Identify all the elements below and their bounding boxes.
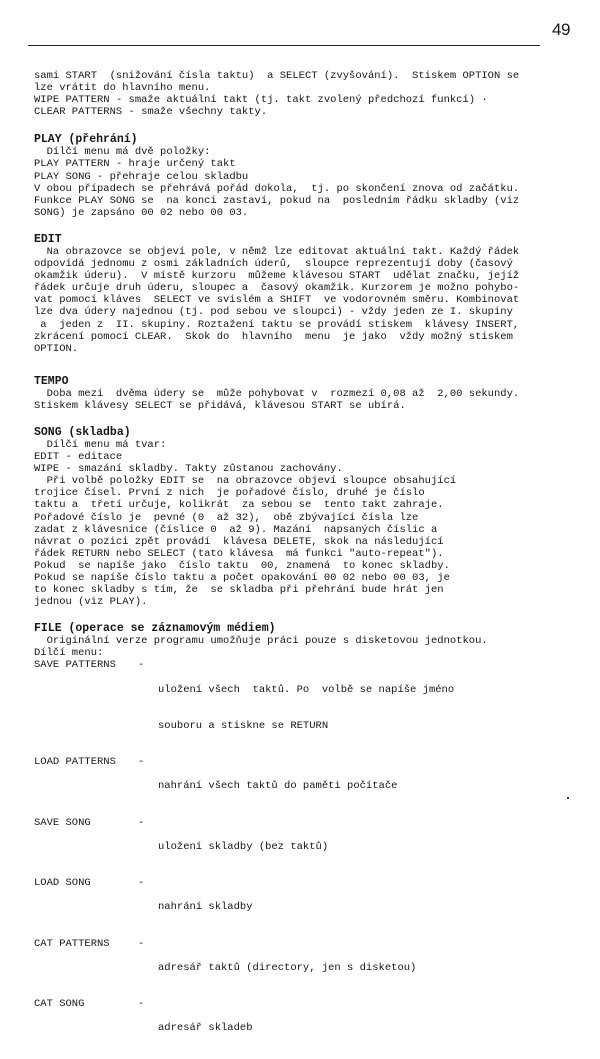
section-song <box>34 426 574 608</box>
menu-item-dash: - <box>138 937 145 950</box>
text-line: SONG) je zapsáno 00 02 nebo 00 03. <box>34 206 249 219</box>
section-heading: PLAY (přehrání) <box>34 133 138 147</box>
text-line: adresář skladeb <box>158 1022 253 1035</box>
text-line: řádek RETURN nebo SELECT (tato klávesa má funkci "auto-repeat"). <box>34 547 444 560</box>
text-line: uložení skladby (bez taktů) <box>158 840 329 853</box>
text-line: PLAY PATTERN - hraje určený takt <box>34 158 236 171</box>
menu-item-key: SAVE SONG <box>34 816 91 829</box>
menu-item-description <box>158 998 574 1058</box>
text-line: Pokud se napíše číslo taktu a počet opakování 00 02 nebo 00 03, je <box>34 572 450 584</box>
text-line: Pořadové číslo je pevné (0 až 32), obě zbývající čísla lze <box>34 511 419 524</box>
menu-item-key: SAVE PATTERNS <box>34 659 116 672</box>
menu-item-description <box>158 659 574 756</box>
text-line: zkrácení pomocí CLEAR. Skok do hlavního menu je jako vždy možný stiskem <box>34 330 513 343</box>
intro-paragraph <box>34 70 574 118</box>
text-line: nahrání skladby <box>158 901 253 914</box>
file-menu-item <box>34 659 574 756</box>
menu-item-key: LOAD PATTERNS <box>34 756 116 769</box>
page-content <box>34 70 574 1059</box>
file-menu-item <box>34 756 574 816</box>
text-line: souboru a stiskne se RETURN <box>158 719 329 732</box>
section-file <box>34 622 574 1058</box>
header-rule <box>28 45 540 46</box>
text-line: řádek určuje druh úderu, sloupec a časový okamžik. Kurzorem je možno pohybo- <box>34 282 520 295</box>
text-line: Funkce PLAY SONG se na konci zastaví, pokud na posledním řádku skladby (viz <box>34 194 520 207</box>
menu-item-key: CAT PATTERNS <box>34 937 110 950</box>
text-line: Pokud se napíše jako číslo taktu 00, znamená to konec skladby. <box>34 559 450 572</box>
stray-ink-mark <box>567 797 569 799</box>
text-line: WIPE PATTERN - smaže aktuální takt (tj. takt zvolený předchozí funkcí) · <box>34 94 488 107</box>
text-line: trojice čísel. První z nich je pořadové číslo, druhé je číslo <box>34 487 425 500</box>
section-tempo <box>34 375 574 412</box>
menu-item-dash: - <box>138 816 145 829</box>
menu-item-description <box>158 938 574 998</box>
text-line: EDIT - editace <box>34 451 123 464</box>
menu-item-dash: - <box>138 998 145 1011</box>
page-number: 49 <box>552 20 570 39</box>
menu-item-dash: - <box>138 659 145 672</box>
text-line: Na obrazovce se objeví pole, v němž lze editovat aktuální takt. Každý řádek <box>34 245 520 258</box>
text-line: Doba mezi dvěma údery se může pohybovat v rozmezí 0,08 až 2,00 sekundy. <box>34 387 520 400</box>
text-line: vat pomocí kláves SELECT ve svislém a SHIFT ve vodorovném směru. Kombinovat <box>34 294 520 307</box>
text-line: V obou případech se přehrává pořád dokola, tj. po skončení znova od začátku. <box>34 182 520 195</box>
text-line: sami START (snižování čísla taktu) a SELECT (zvyšování). Stiskem OPTION se <box>34 70 520 82</box>
menu-item-description <box>158 756 574 816</box>
text-line: uložení všech taktů. Po volbě se napíše jméno <box>158 683 455 696</box>
text-line: Originální verze programu umožňuje práci pouze s disketovou jednotkou. <box>34 635 488 648</box>
text-line: Dílčí menu: <box>34 647 104 660</box>
section-heading: SONG (skladba) <box>34 425 131 439</box>
text-line: nahrání všech taktů do paměti počítače <box>158 780 398 793</box>
text-line: odpovídá jednomu z osmi základních úderů, sloupce reprezentují doby (časový <box>34 258 513 271</box>
menu-item-dash: - <box>138 756 145 769</box>
text-line: a jeden z II. skupiny. Roztažení taktu se provádí stiskem klávesy INSERT, <box>34 318 520 331</box>
menu-item-description <box>158 817 574 877</box>
text-line: CLEAR PATTERNS - smaže všechny takty. <box>34 106 268 119</box>
text-line: jednou (viz PLAY). <box>34 596 148 609</box>
text-line: lze dva údery najednou (tj. pod sebou ve sloupci) - vždy jeden ze I. skupiny <box>34 306 513 319</box>
menu-item-key: CAT SONG <box>34 998 85 1011</box>
text-line: lze vrátit do hlavního menu. <box>34 82 211 95</box>
section-play <box>34 133 574 219</box>
text-line: WIPE - smazání skladby. Takty zůstanou zachovány. <box>34 463 343 476</box>
text-line: zadat z klávesnice (číslice 0 až 9). Mazání napsaných číslic a <box>34 523 438 536</box>
menu-item-description <box>158 877 574 937</box>
file-menu-item <box>34 877 574 937</box>
text-line: PLAY SONG - přehraje celou skladbu <box>34 170 249 183</box>
menu-item-dash: - <box>138 877 145 890</box>
file-menu-item <box>34 938 574 998</box>
text-line: Dílčí menu má tvar: <box>34 438 167 451</box>
text-line: adresář taktů (directory, jen s disketou) <box>158 961 417 974</box>
section-heading: TEMPO <box>34 374 69 388</box>
text-line: návrat o pozici zpět provádí klávesa DELETE, skok na následující <box>34 535 444 548</box>
section-edit <box>34 233 574 355</box>
section-heading: FILE (operace se záznamovým médiem) <box>34 622 276 636</box>
file-menu-item <box>34 998 574 1058</box>
text-line: okamžik úderu). V místě kurzoru můžeme klávesou START udělat značku, jejíž <box>34 270 520 283</box>
menu-item-key: LOAD SONG <box>34 877 91 890</box>
text-line: to konec skladby s tím, že se skladba při přehrání bude hrát jen <box>34 584 444 597</box>
section-heading: EDIT <box>34 232 62 246</box>
text-line: OPTION. <box>34 342 79 355</box>
text-line: taktu a třetí určuje, kolikrát za sebou se tento takt zahraje. <box>34 499 444 512</box>
text-line: Dílčí menu má dvě položky: <box>34 146 211 159</box>
file-menu-item <box>34 817 574 877</box>
text-line: Stiskem klávesy SELECT se přidává, klávesou START se ubírá. <box>34 399 406 412</box>
text-line: Při volbě položky EDIT se na obrazovce objeví sloupce obsahující <box>34 475 457 488</box>
